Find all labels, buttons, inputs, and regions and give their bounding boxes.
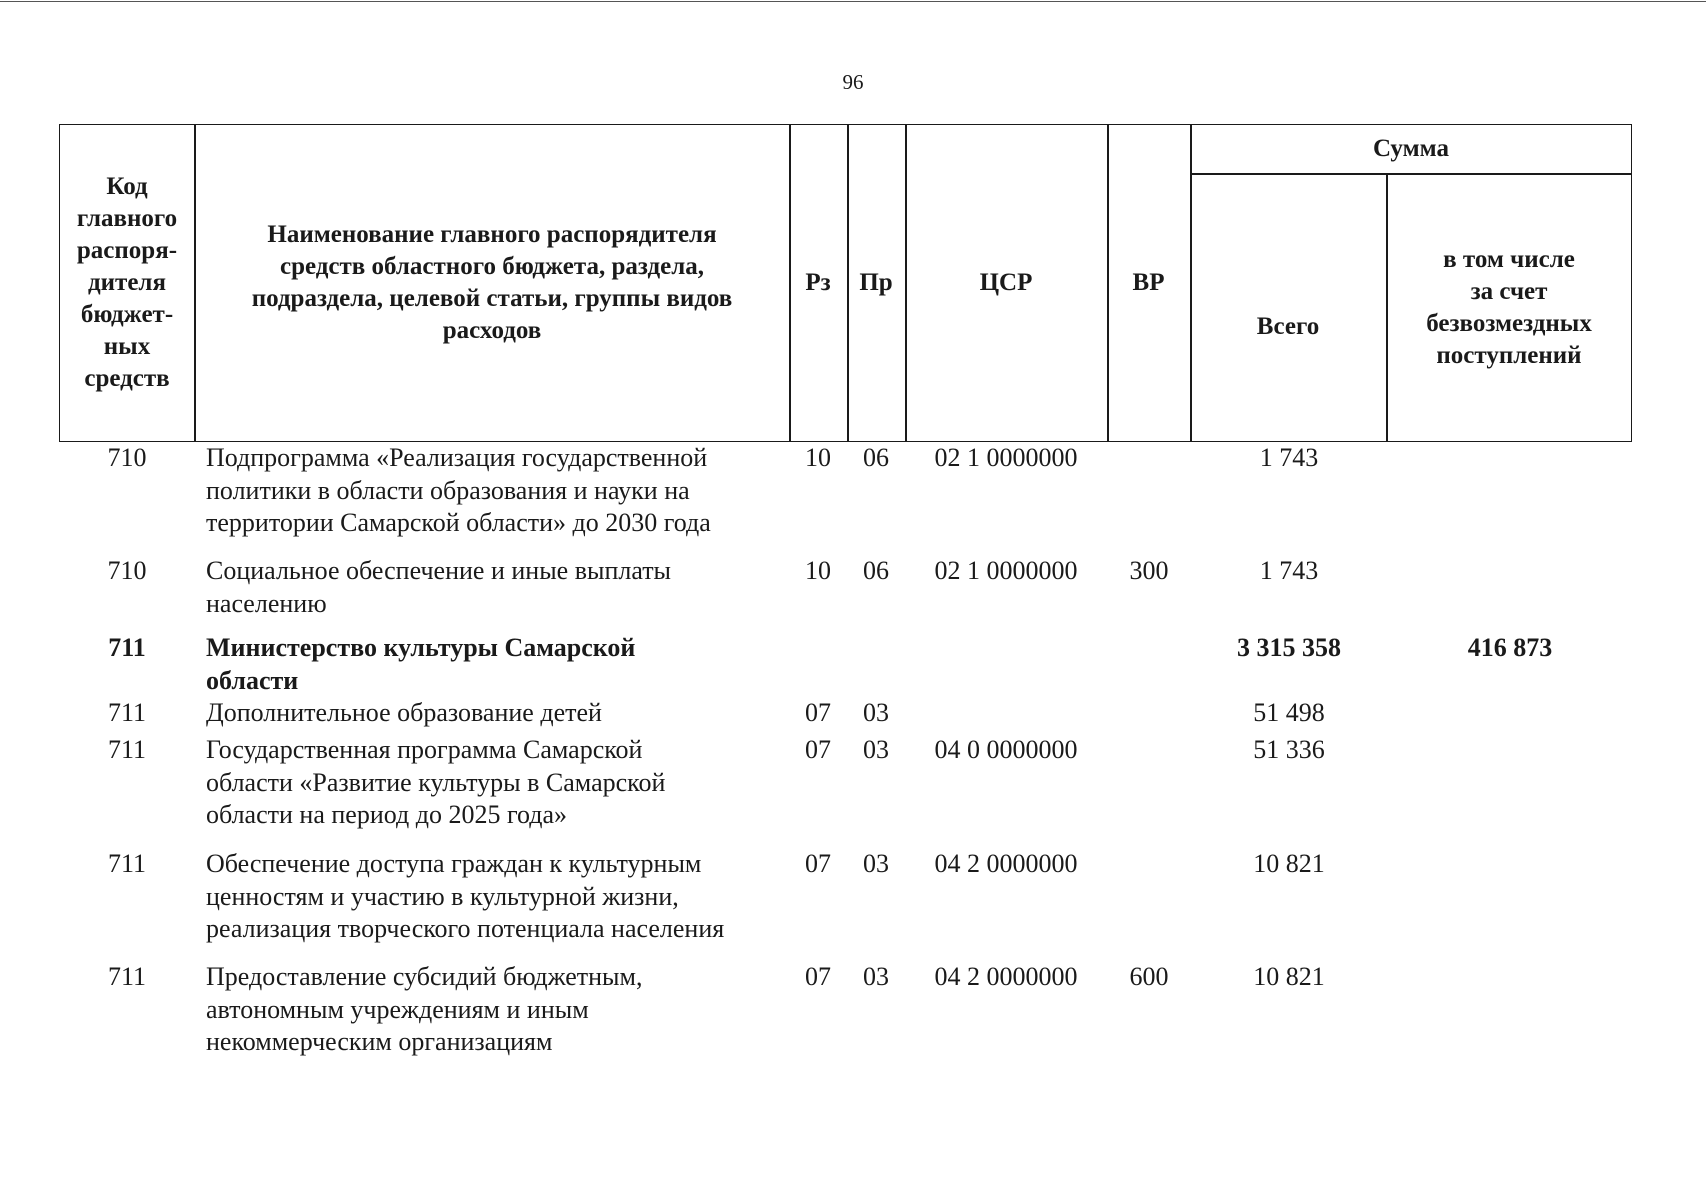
cell-csr: 04 2 0000000 bbox=[934, 962, 1078, 991]
cell-code: 711 bbox=[107, 962, 147, 991]
cell-pr: 06 bbox=[863, 556, 889, 585]
header-total: Всего bbox=[1256, 312, 1320, 340]
cell-name: Предоставление субсидий бюджетным, автономным учреждениям и иным некоммерческим организациям bbox=[206, 962, 643, 1056]
cell-total: 51 498 bbox=[1253, 698, 1325, 727]
cell-vr: 600 bbox=[1129, 962, 1169, 991]
cell-total: 3 315 358 bbox=[1237, 633, 1341, 662]
header-code: Код главного распоря- дителя бюджет- ных средств bbox=[76, 173, 178, 392]
cell-name: Государственная программа Самарской области «Развитие культуры в Самарской области на период до 2025 года» bbox=[206, 735, 666, 829]
cell-code: 710 bbox=[107, 443, 147, 472]
cell-rz: 10 bbox=[805, 443, 831, 472]
cell-code: 711 bbox=[107, 849, 147, 878]
cell-rz: 10 bbox=[805, 556, 831, 585]
cell-rz: 07 bbox=[805, 962, 831, 991]
cell-name: Подпрограмма «Реализация государственной политики в области образования и науки на территории Самарской области» до 2030 года bbox=[206, 443, 711, 537]
cell-code: 710 bbox=[107, 556, 147, 585]
cell-free: 416 873 bbox=[1467, 633, 1553, 662]
cell-name: Министерство культуры Самарской области bbox=[206, 633, 636, 695]
cell-name: Дополнительное образование детей bbox=[206, 698, 602, 727]
cell-pr: 03 bbox=[863, 962, 889, 991]
cell-pr: 03 bbox=[863, 849, 889, 878]
cell-rz: 07 bbox=[805, 735, 831, 764]
cell-pr: 06 bbox=[863, 443, 889, 472]
cell-csr: 02 1 0000000 bbox=[934, 556, 1078, 585]
header-rz: Рз bbox=[805, 269, 831, 296]
header-free: в том числе за счет безвозмездных поступлений bbox=[1426, 245, 1592, 369]
cell-total: 51 336 bbox=[1253, 735, 1325, 764]
header-vr: ВР bbox=[1132, 269, 1165, 296]
cell-name: Обеспечение доступа граждан к культурным ценностям и участию в культурной жизни, реализация творческого потенциала населения bbox=[206, 849, 725, 943]
page-number: 96 bbox=[842, 70, 864, 94]
cell-rz: 07 bbox=[805, 849, 831, 878]
cell-total: 10 821 bbox=[1253, 962, 1325, 991]
cell-csr: 04 0 0000000 bbox=[934, 735, 1078, 764]
cell-csr: 02 1 0000000 bbox=[934, 443, 1078, 472]
cell-pr: 03 bbox=[863, 735, 889, 764]
cell-code: 711 bbox=[107, 698, 147, 727]
cell-total: 1 743 bbox=[1259, 556, 1319, 585]
cell-name: Социальное обеспечение и иные выплаты населению bbox=[206, 556, 672, 618]
header-pr: Пр bbox=[859, 269, 893, 296]
cell-total: 1 743 bbox=[1259, 443, 1319, 472]
cell-csr: 04 2 0000000 bbox=[934, 849, 1078, 878]
cell-pr: 03 bbox=[863, 698, 889, 727]
cell-code: 711 bbox=[107, 735, 147, 764]
header-csr: ЦСР bbox=[979, 269, 1033, 296]
header-name: Наименование главного распорядителя средств областного бюджета, раздела, подраздела, целевой статьи, группы видов расходов bbox=[251, 221, 733, 344]
cell-rz: 07 bbox=[805, 698, 831, 727]
cell-total: 10 821 bbox=[1253, 849, 1325, 878]
top-rule bbox=[0, 1, 1706, 2]
header-sum: Сумма bbox=[1373, 134, 1449, 162]
cell-vr: 300 bbox=[1129, 556, 1169, 585]
cell-code: 711 bbox=[108, 633, 146, 662]
